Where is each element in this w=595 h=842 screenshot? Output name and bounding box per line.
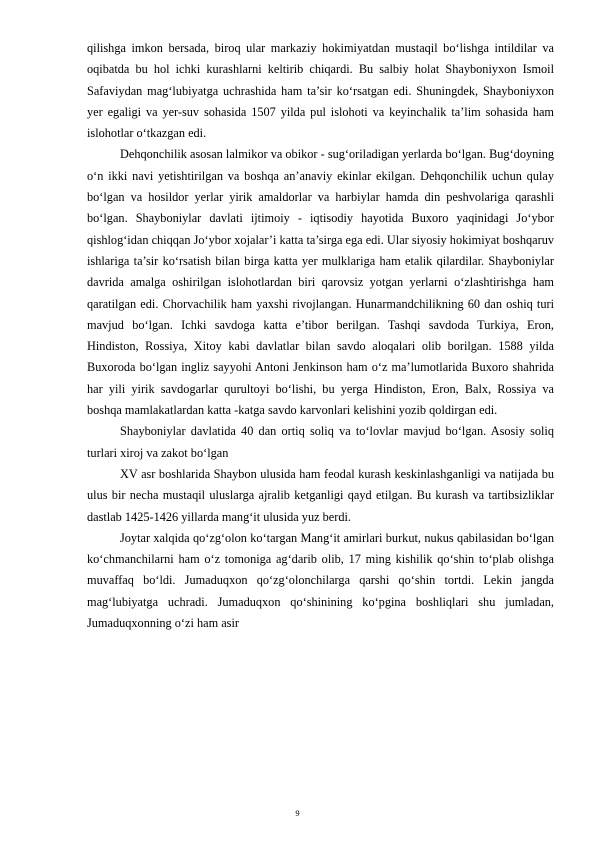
paragraph-uprising: Joytar xalqida qo‘zg‘olon ko‘targan Mang‘it amirlari burkut, nukus qabilasidan bo‘lgan ko‘chmanchilarni ham o‘z tomoniga ag‘darib olib, 17 ming kishilik qo‘shin to‘plab olishga muvaffaq bo‘ldi. Jumaduqxon qo‘zg‘olonchilarga qarshi qo‘shin tortdi. Lekin jangda mag‘lubiyatga uchradi. Jumaduqxon qo‘shinining ko‘pgina boshliqlari shu jumladan, Jumaduqxonning o‘zi ham asir <box>87 530 554 631</box>
paragraph-continuation: qilishga imkon bersada, biroq ular markaziy hokimiyatdan mustaqil bo‘lishga intildilar va oqibatda bu hol ichki kurashlarni keltirib chiqardi. Bu salbiy holat Shayboniyxon Ismoil Safaviydan mag‘lubiyatga uchrashida ham ta’sir ko‘rsatgan edi. Shuningdek, Shayboniyxon yer egaligi va yer-suv sohasida 1507 yilda pul islohoti va keyinchalik ta’lim sohasida ham islohotlar o‘tkazgan edi. <box>87 41 554 141</box>
document-body <box>87 38 554 634</box>
paragraph-shaybon-ulus: XV asr boshlarida Shaybon ulusida ham feodal kurash keskinlashganligi va natijada bu ulus bir necha mustaqil uluslarga ajralib ketganligi qayd etilgan. Bu kurash va tartibsizliklar dastlab 1425-1426 yillarda mang‘it ulusida yuz berdi. <box>87 466 554 524</box>
paragraph-taxes: Shayboniylar davlatida 40 dan ortiq soliq va to‘lovlar mavjud bo‘lgan. Asosiy soliq turlari xiroj va zakot bo‘lgan <box>87 424 554 460</box>
paragraph-agriculture: Dehqonchilik asosan lalmikor va obikor - sug‘oriladigan yerlarda bo‘lgan. Bug‘doyning o‘n ikki navi yetishtirilgan va boshqa an’anaviy ekinlar ekilgan. Dehqonchilik uchun qulay bo‘lgan va hosildor yerlar yirik amaldorlar va harbiylar hamda din peshvolariga qarashli bo‘lgan. Shayboniylar davlati ijtimoiy - iqtisodiy hayotida Buxoro yaqinidagi Jo‘ybor qishlog‘idan chiqqan Jo‘ybor xojalar’i katta ta’sirga ega edi. Ular siyosiy hokimiyat boshqaruv ishlariga ta’sir ko‘rsatish bilan birga katta yer mulklariga ham etalik qilardilar. Shayboniylar davrida amalga oshirilgan islohotlardan biri qarovsiz yotgan yerlarni o‘zlashtirishga ham qaratilgan edi. Chorvachilik ham yaxshi rivojlangan. Hunarmandchilikning 60 dan oshiq turi mavjud bo‘lgan. Ichki savdoga katta e’tibor berilgan. Tashqi savdoda Turkiya, Eron, Hindiston, Rossiya, Xitoy kabi davlatlar bilan savdo aloqalari olib borilgan. 1588 yilda Buxoroda bo‘lgan ingliz sayyohi Antoni Jenkinson ham o‘z ma’lumotlarida Buxoro shahrida har yili yirik savdogarlar qurultoyi bo‘lishi, bu yerga Hindiston, Eron, Balx, Rossiya va boshqa mamlakatlardan katta -katga savdo karvonlari kelishini yozib qoldirgan edi. <box>87 147 554 418</box>
page-number: 9 <box>295 808 300 818</box>
